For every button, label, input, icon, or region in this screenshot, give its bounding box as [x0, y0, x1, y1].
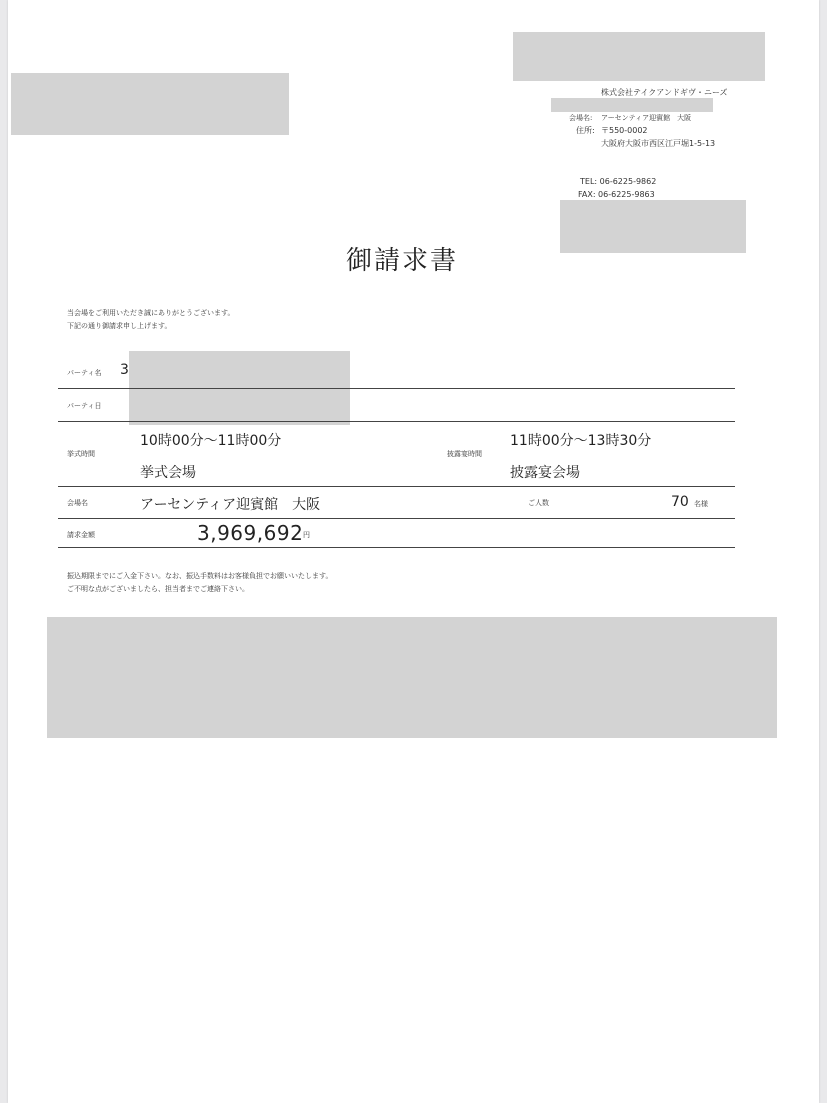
rule-venue	[58, 518, 735, 519]
reception-place: 披露宴会場	[510, 465, 580, 481]
reception-time-label: 披露宴時間	[447, 450, 482, 458]
ceremony-place: 挙式会場	[140, 465, 196, 481]
notes-line-1: 振込期限までにご入金下さい。なお、振込手数料はお客様負担でお願いいたします。	[67, 572, 333, 580]
issuer-address-label: 住所:	[576, 126, 595, 135]
redacted-block-bank-info	[47, 617, 777, 738]
issuer-venue-value: アーセンティア迎賓館 大阪	[601, 114, 692, 122]
ceremony-time-label: 挙式時間	[67, 450, 95, 458]
party-name-label: パーティ名	[67, 369, 102, 377]
guests-unit: 名様	[694, 500, 708, 508]
guests-count: 70	[671, 494, 689, 510]
venue-name: アーセンティア迎賓館 大阪	[140, 497, 321, 513]
invoice-amount: 3,969,692	[197, 521, 304, 545]
rule-party-date	[58, 421, 735, 422]
issuer-fax: FAX: 06-6225-9863	[578, 190, 655, 199]
amount-unit: 円	[303, 531, 310, 539]
redacted-block-top-right	[513, 32, 765, 81]
issuer-tel: TEL: 06-6225-9862	[580, 177, 657, 186]
venue-label: 会場名	[67, 499, 88, 507]
intro-line-2: 下記の通り御請求申し上げます。	[67, 322, 172, 330]
notes-line-2: ご不明な点がございましたら、担当者までご連絡下さい。	[67, 585, 249, 593]
guests-label: ご人数	[528, 499, 549, 507]
reception-time: 11時00分〜13時30分	[510, 433, 652, 449]
redacted-block-staff	[551, 98, 713, 112]
redacted-block-top-left	[11, 73, 289, 135]
issuer-company: 株式会社テイクアンドギヴ・ニーズ	[601, 88, 728, 97]
rule-amount	[58, 547, 735, 548]
amount-label: 請求金額	[67, 531, 95, 539]
document-title: 御請求書	[346, 246, 459, 276]
issuer-postal: 〒550-0002	[601, 126, 648, 135]
rule-party-name	[58, 388, 735, 389]
party-date-label: パーティ日	[67, 402, 102, 410]
issuer-venue-label: 会場名:	[569, 114, 593, 122]
intro-line-1: 当会場をご利用いただき誠にありがとうございます。	[67, 309, 235, 317]
issuer-address: 大阪府大阪市西区江戸堀1-5-13	[601, 139, 716, 148]
rule-times	[58, 486, 735, 487]
invoice-page	[8, 0, 819, 1103]
redacted-block-stamp	[560, 200, 746, 253]
ceremony-time: 10時00分〜11時00分	[140, 433, 282, 449]
party-name-fragment: 3	[120, 362, 129, 378]
